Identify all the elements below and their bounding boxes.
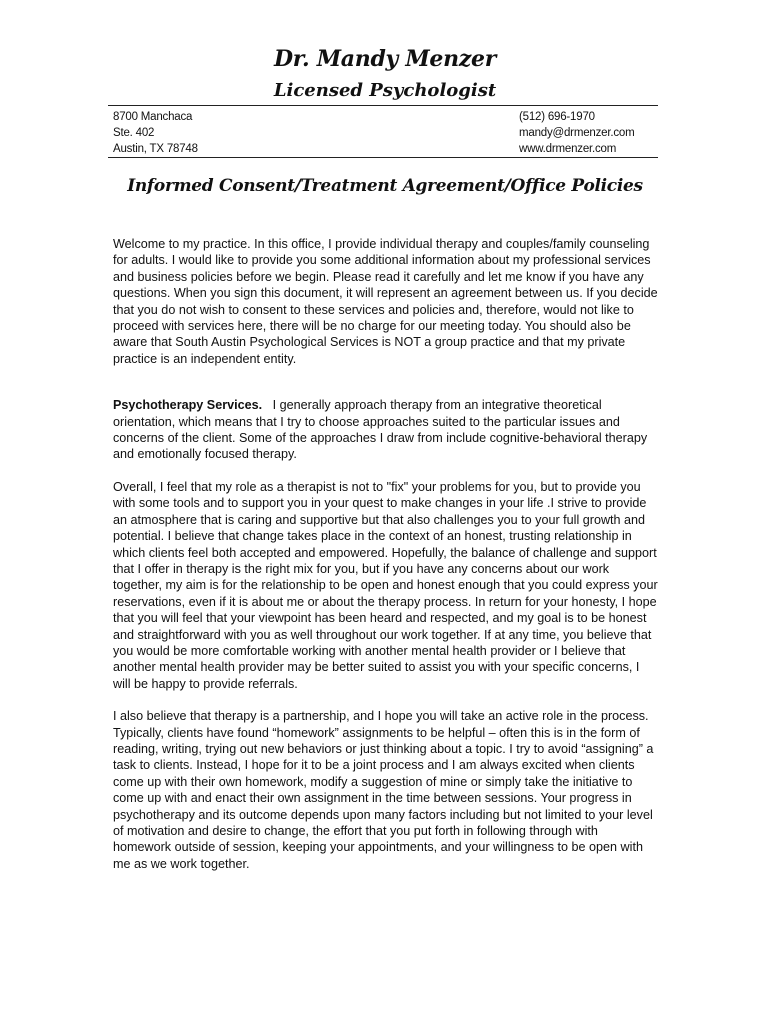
practitioner-name: Dr. Mandy Menzer [273, 46, 497, 72]
therapist-role-paragraph: Overall, I feel that my role as a therapist is not to "fix" your problems for you, but to provide you with some tools and to support you in your quest to make changes in your life .I strive to provide an atmosphere that is caring and supportive but that also challenges you to your full growth and potential. I believe that change takes place in the context of an honest, trusting relationship in which clients feel both accepted and empowered. Hopefully, the balance of challenge and support that I offer in therapy is the right mix for you, but if you have any concerns about our work together, my aim is for the relationship to be open and honest enough that you could express your reservations, even if it is about me or about the therapy process. In return for your honesty, I hope that you will feel that your viewpoint has been heard and respected, and my goal is to be honest and straightforward with you as well throughout our work together. If at any time, you believe that you would be more comfortable working with another mental health provider or I believe that another mental health provider may be better suited to assist you with your specific concerns, I will be happy to provide referrals. [113, 479, 658, 691]
address-line: 8700 Manchaca [113, 111, 193, 123]
office-address [113, 109, 198, 157]
header-divider-top [108, 105, 658, 106]
section-heading: Psychotherapy Services. [113, 398, 263, 413]
website: www.drmenzer.com [519, 143, 617, 155]
contact-info [519, 109, 634, 157]
address-line: Ste. 402 [113, 127, 155, 139]
practitioner-title: Licensed Psychologist [273, 80, 497, 101]
document-title: Informed Consent/Treatment Agreement/Office Policies [127, 176, 643, 196]
psychotherapy-paragraph [113, 397, 658, 463]
phone-number: (512) 696-1970 [519, 111, 595, 123]
partnership-paragraph: I also believe that therapy is a partnership, and I hope you will take an active role in the process. Typically, clients have found “homework” assignments to be helpful – often this is in the form of reading, writing, trying out new behaviors or just thinking about a topic. I try to avoid “assigning” a task to clients. Instead, I hope for it to be a joint process and I am always excited when clients come up with their own homework, modify a suggestion of mine or simply take the initiative to come up with and enact their own assignment in the time between sessions. Your progress in psychotherapy and its outcome depends upon many factors including but not limited to your level of motivation and desire to change, the effort that you put forth in following through with homework outside of session, keeping your appointments, and your willingness to be open with me as we work together. [113, 709, 654, 871]
email-address: mandy@drmenzer.com [519, 127, 635, 139]
document-body [113, 236, 658, 888]
address-line: Austin, TX 78748 [113, 143, 198, 155]
header-divider-bottom [108, 157, 658, 158]
intro-paragraph: Welcome to my practice. In this office, I provide individual therapy and couples/family counseling for adults. I would like to provide you some additional information about my professional services and business policies before we begin. Please read it carefully and let me know if you have any questions. When you sign this document, it will represent an agreement between us. If you decide that you do not wish to consent to these services and policies and, therefore, would not like to proceed with services here, there will be no charge for our meeting today. You should also be aware that South Austin Psychological Services is NOT a group practice and that my private practice is an independent entity. [113, 237, 658, 366]
section-text: I generally approach therapy from an integrative theoretical orientation, which means that I try to choose approaches suited to the particular issues and concerns of the client. Some of the approaches I draw from include cognitive-behavioral therapy and emotionally focused therapy. [113, 398, 648, 462]
